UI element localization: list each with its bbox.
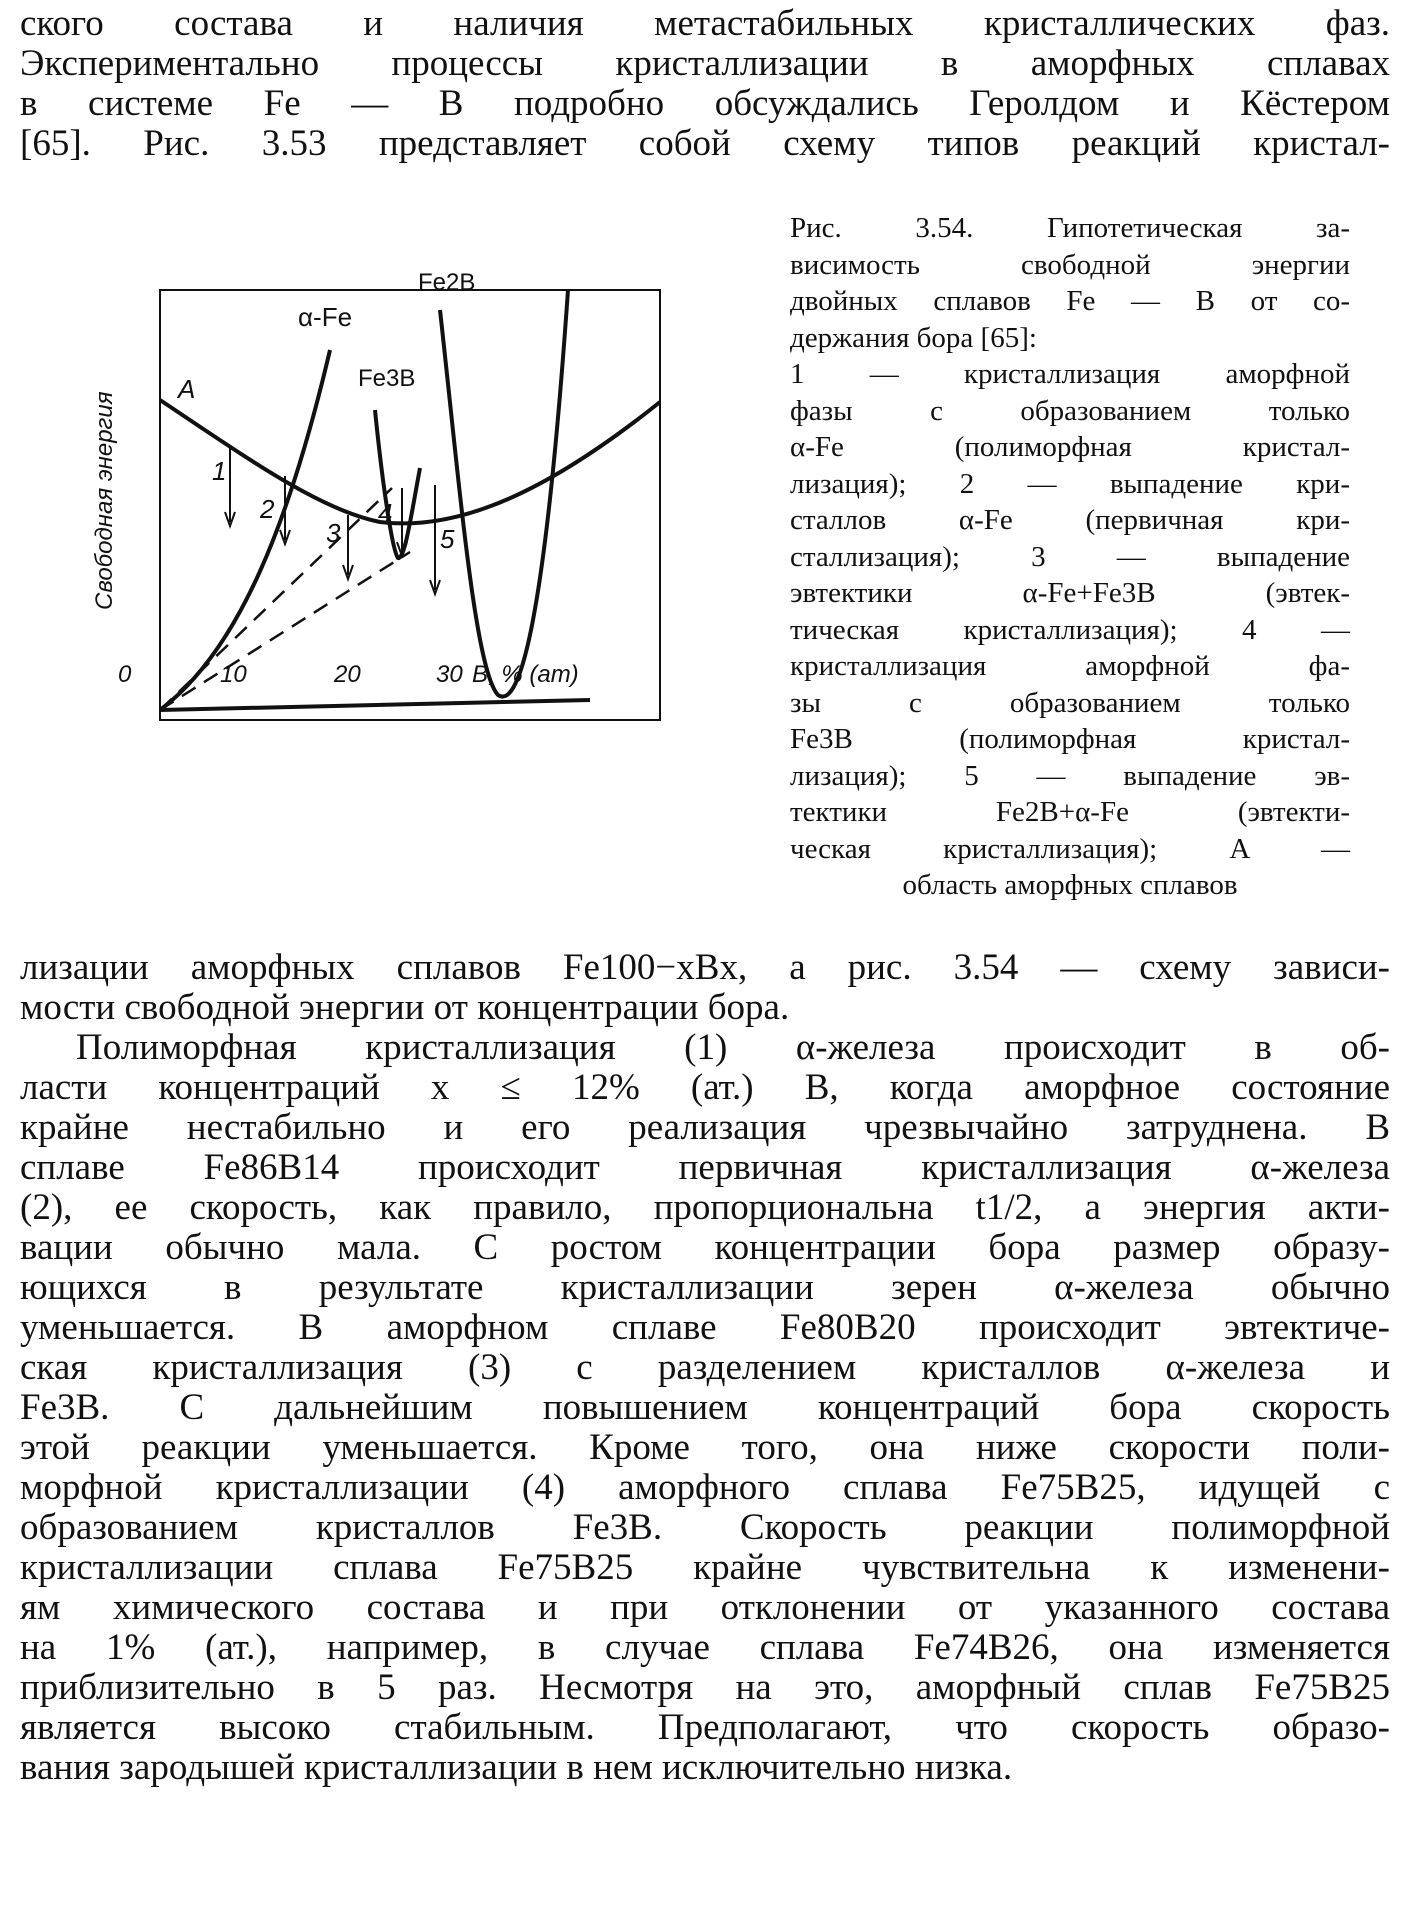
text-line: вации обычно мала. С ростом концентрации бора размер образу- bbox=[20, 1227, 1390, 1268]
caption-line: Fe3B (полиморфная кристал- bbox=[790, 723, 1350, 755]
text-line: Полиморфная кристаллизация (1) α-железа происходит в об- bbox=[76, 1027, 1390, 1068]
text-line: этой реакции уменьшается. Кроме того, она ниже скорости поли- bbox=[20, 1427, 1390, 1468]
x-tick-30: 30 bbox=[436, 661, 463, 688]
x-tick-10: 10 bbox=[220, 661, 247, 688]
caption-line: висимость свободной энергии bbox=[790, 248, 1350, 281]
free-energy-figure bbox=[91, 269, 690, 850]
caption-line: область аморфных сплавов bbox=[902, 869, 1238, 901]
y-axis-label: Свободная энергия bbox=[91, 391, 118, 610]
caption-line: сталлов α-Fe (первичная кри- bbox=[790, 504, 1350, 536]
alpha-fe-curve bbox=[160, 350, 330, 710]
x-axis-label: B, % (ат) bbox=[472, 661, 579, 688]
text-line: ская кристаллизация (3) с разделением кристаллов α-железа и bbox=[20, 1347, 1390, 1388]
bottom-paragraph bbox=[20, 948, 1390, 1788]
caption-line: α-Fe (полиморфная кристал- bbox=[790, 431, 1350, 463]
arrow-label-2: 2 bbox=[260, 494, 275, 524]
caption-line: эвтектики α-Fe+Fe3B (эвтек- bbox=[790, 577, 1350, 609]
arrow-label-5: 5 bbox=[440, 524, 455, 554]
plot-frame bbox=[160, 290, 660, 720]
text-line: образованием кристаллов Fe3B. Скорость реакции полиморфной bbox=[20, 1507, 1390, 1548]
caption-line: 1 — кристаллизация аморфной bbox=[790, 358, 1350, 390]
text-line: вания зародышей кристаллизации в нем исключительно низка. bbox=[20, 1747, 1013, 1788]
caption-line: Рис. 3.54. Гипотетическая за- bbox=[790, 212, 1350, 244]
text-line: приблизительно в 5 раз. Несмотря на это, аморфный сплав Fe75B25 bbox=[20, 1667, 1390, 1708]
curve-label-amorphous: A bbox=[178, 374, 196, 404]
text-line: лизации аморфных сплавов Fe100−xBx, а рис. 3.54 — схему зависи- bbox=[20, 947, 1390, 988]
curve-label-alpha-fe: α-Fe bbox=[298, 302, 353, 332]
baseline-curve bbox=[160, 700, 590, 710]
text-line: ласти концентраций x ≤ 12% (ат.) B, когда аморфное состояние bbox=[20, 1067, 1390, 1108]
caption-line: сталлизация); 3 — выпадение bbox=[790, 540, 1350, 573]
caption-line: тическая кристаллизация); 4 — bbox=[790, 613, 1350, 646]
text-line: Экспериментально процессы кристаллизации в аморфных сплавах bbox=[20, 43, 1390, 84]
caption-line: ческая кристаллизация); A — bbox=[790, 832, 1350, 865]
arrow-2 bbox=[280, 476, 290, 544]
x-tick-20: 20 bbox=[334, 661, 361, 688]
arrow-label-3: 3 bbox=[326, 518, 341, 548]
text-line: (2), ее скорость, как правило, пропорциональна t1/2, а энергия акти- bbox=[20, 1187, 1390, 1228]
caption-line: кристаллизация аморфной фа- bbox=[790, 650, 1350, 682]
top-paragraph bbox=[20, 4, 1390, 164]
caption-line: фазы с образованием только bbox=[790, 394, 1350, 427]
text-line: является высоко стабильным. Предполагают, что скорость образо- bbox=[20, 1707, 1390, 1748]
fe2b-curve bbox=[440, 290, 568, 697]
text-line: ям химического состава и при отклонении от указанного состава bbox=[20, 1587, 1390, 1628]
text-line: морфной кристаллизации (4) аморфного сплава Fe75B25, идущей с bbox=[20, 1467, 1390, 1508]
text-line: на 1% (ат.), например, в случае сплава Fe74B26, она изменяется bbox=[20, 1627, 1390, 1668]
arrow-3 bbox=[343, 515, 353, 579]
caption-line: держания бора [65]: bbox=[790, 321, 1037, 354]
text-line: ского состава и наличия метастабильных кристаллических фаз. bbox=[20, 3, 1390, 44]
text-line: мости свободной энергии от концентрации бора. bbox=[20, 987, 790, 1028]
tangent-alpha-fe3b bbox=[160, 552, 410, 710]
figure-caption bbox=[790, 210, 1350, 904]
caption-line: лизация); 5 — выпадение эв- bbox=[790, 759, 1350, 792]
amorphous-curve bbox=[160, 400, 660, 523]
text-line: [65]. Рис. 3.53 представляет собой схему типов реакций кристал- bbox=[20, 123, 1390, 164]
caption-line: двойных сплавов Fe — B от со- bbox=[790, 285, 1350, 317]
text-line: сплаве Fe86B14 происходит первичная кристаллизация α-железа bbox=[20, 1147, 1390, 1188]
text-line: крайне нестабильно и его реализация чрезвычайно затруднена. В bbox=[20, 1107, 1390, 1148]
text-line: в системе Fe — B подробно обсуждались Геролдом и Кёстером bbox=[20, 83, 1390, 124]
free-energy-diagram bbox=[91, 269, 690, 850]
text-line: ющихся в результате кристаллизации зерен α-железа обычно bbox=[20, 1267, 1390, 1308]
curve-label-fe3b: Fe3B bbox=[358, 365, 416, 392]
arrow-label-1: 1 bbox=[212, 456, 227, 486]
arrow-label-4: 4 bbox=[378, 498, 393, 528]
arrow-5 bbox=[430, 485, 440, 594]
text-line: уменьшается. В аморфном сплаве Fe80B20 происходит эвтектиче- bbox=[20, 1307, 1390, 1348]
arrow-1 bbox=[225, 448, 235, 526]
curve-label-fe2b: Fe2B bbox=[418, 269, 476, 296]
x-tick-0: 0 bbox=[118, 661, 132, 688]
text-line: кристаллизации сплава Fe75B25 крайне чувствительна к изменени- bbox=[20, 1547, 1390, 1588]
text-line: Fe3B. С дальнейшим повышением концентраций бора скорость bbox=[20, 1387, 1390, 1428]
caption-line: лизация); 2 — выпадение кри- bbox=[790, 467, 1350, 500]
fe3b-curve bbox=[375, 410, 420, 558]
caption-line: тектики Fe2B+α-Fe (эвтекти- bbox=[790, 796, 1350, 828]
caption-line: зы с образованием только bbox=[790, 686, 1350, 719]
